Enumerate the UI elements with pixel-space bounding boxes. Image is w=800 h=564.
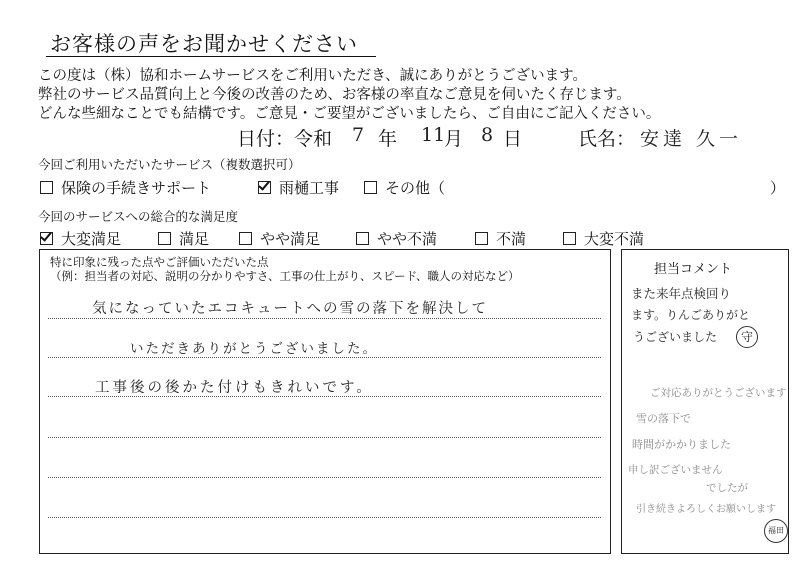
staff-comment-heading: 担当コメント	[654, 262, 733, 277]
satisfaction-option-satisfied[interactable]: 満足	[158, 228, 209, 249]
name-value[interactable]: 安達 久一	[640, 128, 743, 150]
date-year-unit: 年	[378, 128, 398, 150]
checkbox-icon[interactable]	[40, 181, 53, 194]
checkbox-icon[interactable]	[158, 232, 171, 245]
staff-comment-line-2: ます。りんごありがと	[631, 308, 751, 322]
satisfaction-option-somewhat-dissatisfied[interactable]: やや不満	[356, 228, 437, 249]
faint-comment-line-2: 雪の落下で	[636, 412, 691, 425]
writing-line	[48, 357, 601, 358]
staff-seal-stamp: 守	[736, 326, 758, 348]
writing-line	[48, 477, 601, 478]
satisfaction-option-dissatisfied[interactable]: 不満	[475, 228, 526, 249]
feedback-heading: 特に印象に残った点やご評価いただいた点	[50, 255, 269, 269]
faint-comment-line-1: ご対応ありがとうございます	[650, 387, 787, 399]
checkbox-icon[interactable]	[475, 232, 488, 245]
satisfaction-option-somewhat-satisfied[interactable]: やや満足	[239, 228, 320, 249]
date-day-unit: 日	[503, 128, 523, 150]
satisfaction-option-very-satisfied[interactable]: 大変満足	[40, 228, 121, 249]
faint-comment-line-6: 引き続きよろしくお願いします	[636, 504, 776, 515]
service-option-insurance[interactable]: 保険の手続きサポート	[40, 177, 211, 198]
service-option-gutter[interactable]: 雨樋工事	[258, 177, 339, 198]
checked-checkbox-icon[interactable]	[258, 181, 271, 194]
satisfaction-label: 今回のサービスへの総合的な満足度	[38, 209, 239, 224]
staff-comment-line-3: うございました	[633, 330, 718, 344]
date-label: 日付：令和	[237, 128, 333, 150]
checkbox-icon[interactable]	[563, 232, 576, 245]
writing-line	[48, 318, 601, 319]
service-option-other[interactable]: その他（	[364, 177, 445, 198]
date-month-unit: 月	[444, 128, 464, 150]
title-underline	[46, 56, 376, 57]
page-title: お客様の声をお聞かせください	[50, 32, 358, 56]
date-year[interactable]: 7	[352, 124, 365, 146]
feedback-line-1[interactable]: 気になっていたエコキュートへの雪の落下を解決して	[92, 301, 488, 317]
checkbox-icon[interactable]	[239, 232, 252, 245]
other-close-paren: ）	[770, 179, 786, 197]
faint-comment-line-4: 申し訳ございません	[628, 464, 723, 476]
staff-name-stamp: 福田	[764, 519, 788, 543]
checkbox-icon[interactable]	[356, 232, 369, 245]
intro-line-3: どんな些細なことでも結構です。ご意見・ご要望がございましたら、ご自由にご記入ください。	[38, 106, 661, 122]
name-label: 氏名：	[578, 128, 636, 150]
intro-line-1: この度は（株）協和ホームサービスをご利用いただき、誠にありがとうございます。	[38, 68, 587, 84]
faint-comment-line-5: でしたが	[706, 482, 748, 494]
date-month[interactable]: 11	[421, 124, 446, 146]
feedback-hint: （例：担当者の対応、説明の分かりやすさ、工事の仕上がり、スピード、職人の対応など）	[50, 269, 520, 283]
feedback-line-3[interactable]: 工事後の後かた付けもきれいです。	[95, 380, 374, 396]
feedback-box	[39, 249, 611, 554]
checked-checkbox-icon[interactable]	[40, 232, 53, 245]
checkbox-icon[interactable]	[364, 181, 377, 194]
staff-comment-line-1: また来年点検回り	[631, 286, 732, 301]
writing-line	[48, 437, 601, 438]
services-label: 今回ご利用いただいたサービス（複数選択可）	[38, 157, 301, 172]
satisfaction-option-very-dissatisfied[interactable]: 大変不満	[563, 228, 644, 249]
faint-comment-line-3: 時間がかかりました	[632, 438, 731, 451]
intro-line-2: 弊社のサービス品質向上と今後の改善のため、お客様の率直なご意見を伺いたく存じます。	[38, 87, 631, 103]
feedback-line-2[interactable]: いただきありがとうございました。	[130, 341, 378, 357]
writing-line	[48, 517, 601, 518]
date-day[interactable]: 8	[481, 124, 494, 146]
